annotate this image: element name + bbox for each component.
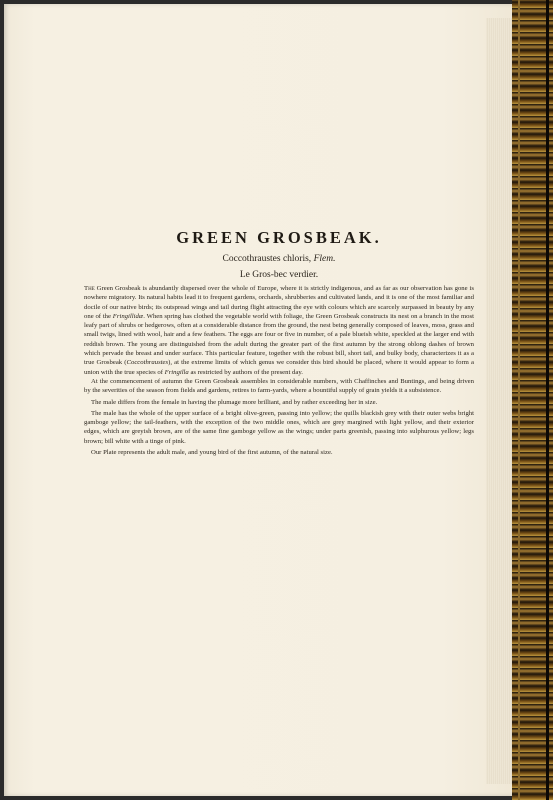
paragraph-1	[84, 284, 474, 377]
decorative-binding	[512, 0, 553, 800]
authority: Flem.	[313, 254, 336, 264]
paragraph-text: . When spring has clothed the vegetable world with foliage, the Green Grosbeak constructs its nest on a branch in the most leafy part of shrubs or hedgerows, often at a considerable distance from the ground, the nest being generally composed of leaves, moss, grass and small twigs, lined with wool, hair and a few feathers. The eggs are four or five in number, of a pale blueish white, speckled at the larger end with reddish brown. The young are distinguished from the adult during the greater part of the first autumn by the strong oblong dashes of brown which pervade the breast and under surface. This particular feature, together with the robust bill, short tail, and bulky body, characterizes it as a true Grosbeak (	[84, 312, 474, 367]
page-title: GREEN GROSBEAK.	[176, 228, 382, 247]
french-name: Le Gros-bec verdier.	[239, 270, 319, 280]
paragraph-lead: The	[84, 285, 95, 292]
taxon-name: Fringilla	[164, 368, 189, 376]
taxon-name: Fringillidæ	[112, 312, 144, 320]
paragraph-text: as restricted by authors of the present day.	[188, 368, 303, 376]
scientific-name	[84, 254, 474, 264]
paragraph-5: Our Plate represents the adult male, and young bird of the first autumn, of the natural size.	[91, 449, 333, 457]
paragraph-2: At the commencement of autumn the Green Grosbeak assembles in considerable numbers, with Chaffinches and Buntings, and being driven by the severities of the season from fields and gardens, retires to farm-yards, where a bountiful supply of grain yields it a subsistence.	[84, 377, 474, 395]
page-edges	[486, 18, 512, 784]
paragraph-text: ), at the extreme limits of which genus we consider this bird should be placed, where it would appear to form a union with the true species of	[84, 359, 474, 376]
scientific-name-text: Coccothraustes chloris,	[222, 254, 312, 264]
paragraph-3: The male differs from the female in having the plumage more brilliant, and by rather exceeding her in size.	[91, 398, 378, 406]
paragraph-4: The male has the whole of the upper surface of a bright olive-green, passing into yellow; the quills blackish grey with their outer webs bright gamboge yellow; the tail-feathers, with the exception of the two middle ones, which are grey margined with light yellow, and their exterior edges, which are greyish brown, are of the same fine gamboge yellow as the wings; under parts greenish, passing into sulphurous yellow; legs brown; bill white with a tinge of pink.	[84, 409, 474, 445]
taxon-name: Coccothraustes	[126, 359, 169, 367]
paragraph-text: Green Grosbeak is abundantly dispersed over the whole of Europe, where it is strictly indigenous, and as far as our observation has gone is nowhere migratory. Its natural habits lead it to frequent gardens, orchards, shrubberies and cultivated lands, and it is one of the most familiar and docile of our native birds; its outspread wings and tail during flight attracting the eye with colours which are scarcely surpassed in beauty by any one of the	[84, 285, 474, 320]
article-body	[84, 284, 474, 457]
